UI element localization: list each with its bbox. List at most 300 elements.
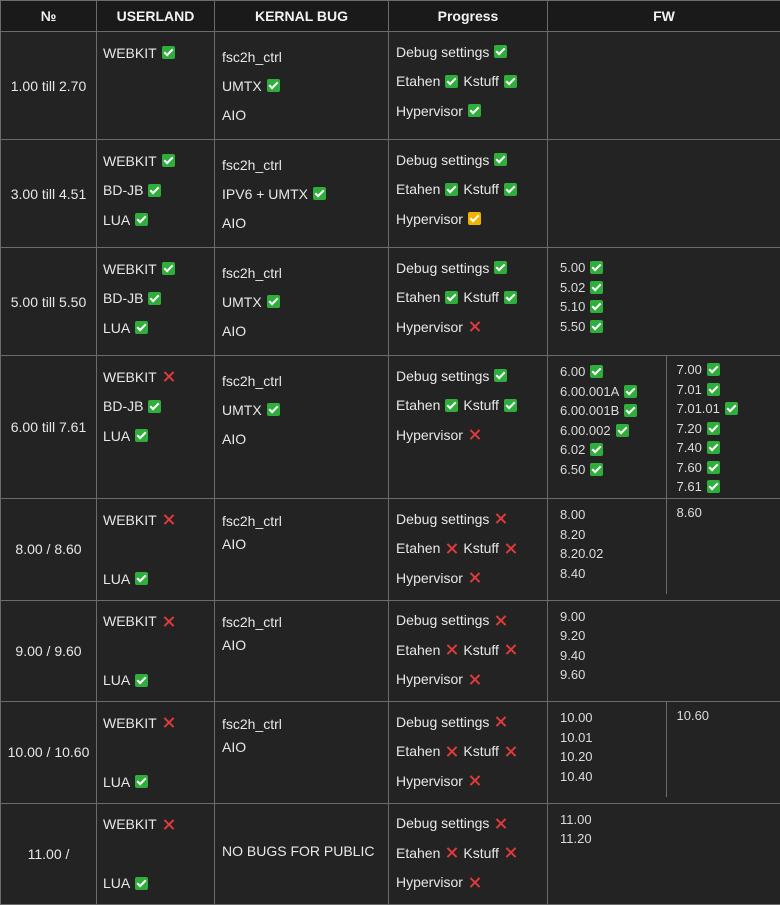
fw-version (677, 419, 771, 439)
progress-kstuff (463, 743, 517, 759)
check-icon (267, 79, 280, 92)
fw-version (677, 438, 771, 458)
userland-item (103, 839, 208, 869)
cross-icon (445, 846, 458, 859)
check-icon (135, 213, 148, 226)
fw-versions (548, 248, 780, 346)
kernel-bug-item-label: AIO (222, 637, 246, 653)
check-icon (590, 281, 603, 294)
progress-hypervisor-label: Hypervisor (396, 103, 463, 119)
cross-icon (162, 370, 175, 383)
progress-etahen-label: Etahen (396, 743, 440, 759)
cross-icon (504, 846, 517, 859)
progress-hypervisor (396, 204, 540, 234)
fw-version (560, 258, 768, 278)
kernel-bug-item (222, 100, 381, 129)
fw-range-cell: 5.00 till 5.50 (1, 248, 97, 356)
progress-hypervisor (396, 563, 540, 593)
progress-kstuff-label: Kstuff (463, 289, 499, 305)
userland-cell (97, 702, 215, 804)
check-icon (504, 399, 517, 412)
kernel-bug-item (222, 179, 381, 208)
progress-hypervisor (396, 96, 540, 126)
fw-version-label: 9.60 (560, 667, 585, 682)
check-icon (590, 300, 603, 313)
userland-item (103, 205, 208, 235)
progress-etahen-kstuff (396, 175, 540, 205)
kernel-bug-item (222, 316, 381, 345)
kernel-bug-item-label: IPV6 + UMTX (222, 186, 308, 202)
header-row (1, 1, 780, 32)
cross-icon (468, 774, 481, 787)
fw-range-cell: 1.00 till 2.70 (1, 32, 97, 140)
kernel-bug-item (222, 208, 381, 237)
kernel-bug-item-label: AIO (222, 536, 246, 552)
progress-kstuff (463, 642, 517, 658)
userland-item-label: WEBKIT (103, 613, 157, 629)
check-icon (494, 45, 507, 58)
fw-version-label: 10.40 (560, 769, 593, 784)
progress-etahen-kstuff (396, 391, 540, 421)
kernel-bug-cell (215, 702, 389, 804)
progress-kstuff (463, 181, 517, 197)
check-icon (707, 422, 720, 435)
userland-item-label: WEBKIT (103, 512, 157, 528)
check-icon (725, 402, 738, 415)
kernel-bug-item (222, 258, 381, 287)
fw-version (560, 317, 768, 337)
fw-version-label: 8.20 (560, 527, 585, 542)
check-icon (135, 321, 148, 334)
fw-versions-left (548, 702, 667, 797)
check-icon (624, 404, 637, 417)
fw-version (560, 747, 654, 767)
progress-etahen (396, 642, 458, 658)
header-kernel-bug: KERNAL BUG (215, 1, 389, 32)
table-row (1, 248, 780, 356)
userland-item (103, 362, 208, 392)
progress-kstuff-label: Kstuff (463, 642, 499, 658)
check-icon (162, 154, 175, 167)
kernel-bug-item (222, 634, 381, 657)
fw-version (560, 646, 768, 666)
progress-debug-settings (396, 145, 540, 175)
cross-icon (494, 817, 507, 830)
check-icon (445, 291, 458, 304)
progress-etahen (396, 289, 458, 305)
kernel-bug-item (222, 366, 381, 395)
fw-version (560, 297, 768, 317)
progress-debug-settings (396, 707, 540, 737)
kernel-bug-item (222, 735, 381, 758)
userland-item (103, 810, 208, 840)
kernel-bug-item (222, 395, 381, 424)
check-icon (590, 443, 603, 456)
userland-item (103, 38, 208, 68)
header-fw: FW (548, 1, 780, 32)
progress-etahen-kstuff (396, 737, 540, 767)
fw-versions-cell (548, 600, 780, 702)
fw-version-label: 5.02 (560, 280, 585, 295)
check-icon (504, 291, 517, 304)
cross-icon (504, 745, 517, 758)
table-row (1, 499, 780, 601)
fw-versions-cell (548, 499, 780, 601)
progress-hypervisor-label: Hypervisor (396, 773, 463, 789)
fw-versions (548, 140, 780, 152)
fw-version (560, 626, 768, 646)
kernel-bug-cell (215, 499, 389, 601)
progress-debug-settings-label: Debug settings (396, 152, 489, 168)
kernel-bug-item-label: AIO (222, 323, 246, 339)
userland-item (103, 708, 208, 738)
check-icon (135, 877, 148, 890)
fw-version-label: 5.10 (560, 299, 585, 314)
userland-item-label: BD-JB (103, 398, 143, 414)
fw-version (677, 706, 771, 726)
check-icon (148, 292, 161, 305)
check-icon (590, 365, 603, 378)
check-icon (494, 261, 507, 274)
progress-hypervisor-label: Hypervisor (396, 570, 463, 586)
cross-icon (494, 512, 507, 525)
fw-versions-right (667, 356, 780, 498)
userland-cell (97, 140, 215, 248)
fw-version-label: 10.20 (560, 749, 593, 764)
progress-hypervisor (396, 868, 540, 898)
kernel-bug-item-label: AIO (222, 215, 246, 231)
userland-item-label: WEBKIT (103, 816, 157, 832)
check-icon (135, 429, 148, 442)
fw-range-cell: 6.00 till 7.61 (1, 356, 97, 499)
fw-version (560, 728, 654, 748)
fw-version-label: 7.01.01 (677, 401, 720, 416)
check-icon (445, 399, 458, 412)
userland-item (103, 176, 208, 206)
fw-version-label: 8.40 (560, 566, 585, 581)
userland-item (103, 254, 208, 284)
progress-debug-settings-label: Debug settings (396, 44, 489, 60)
fw-version-label: 7.01 (677, 382, 702, 397)
userland-cell (97, 356, 215, 499)
progress-etahen-kstuff (396, 838, 540, 868)
check-icon (468, 104, 481, 117)
cross-icon (494, 715, 507, 728)
userland-cell (97, 248, 215, 356)
check-icon (135, 572, 148, 585)
fw-version-label: 10.01 (560, 730, 593, 745)
fw-version-label: 8.20.02 (560, 546, 603, 561)
check-icon (445, 75, 458, 88)
progress-cell (389, 248, 548, 356)
progress-etahen-label: Etahen (396, 540, 440, 556)
userland-item-label: LUA (103, 571, 130, 587)
header-userland: USERLAND (97, 1, 215, 32)
fw-version (677, 458, 771, 478)
progress-cell (389, 32, 548, 140)
kernel-bug-item-label: UMTX (222, 294, 262, 310)
fw-version-label: 7.40 (677, 440, 702, 455)
fw-version-label: 6.00.001B (560, 403, 619, 418)
fw-version-label: 8.60 (677, 505, 702, 520)
progress-hypervisor (396, 665, 540, 695)
progress-etahen-kstuff (396, 635, 540, 665)
userland-item-label: WEBKIT (103, 261, 157, 277)
kernel-bug-item (222, 71, 381, 100)
fw-versions-cell (548, 32, 780, 140)
fw-version (560, 829, 768, 849)
kernel-bug-item (222, 611, 381, 634)
check-icon (707, 383, 720, 396)
fw-range-cell: 8.00 / 8.60 (1, 499, 97, 601)
fw-version (560, 665, 768, 685)
progress-debug-settings-label: Debug settings (396, 260, 489, 276)
cross-icon (445, 542, 458, 555)
fw-versions-right (667, 702, 780, 797)
kernel-bug-item (222, 509, 381, 532)
progress-etahen-label: Etahen (396, 181, 440, 197)
fw-version (560, 525, 654, 545)
fw-versions-cell (548, 356, 780, 499)
progress-hypervisor-label: Hypervisor (396, 211, 463, 227)
progress-debug-settings-label: Debug settings (396, 511, 489, 527)
userland-item-label: LUA (103, 672, 130, 688)
progress-kstuff-label: Kstuff (463, 181, 499, 197)
kernel-bug-item-label: fsc2h_ctrl (222, 157, 282, 173)
check-icon (707, 363, 720, 376)
userland-item (103, 738, 208, 768)
userland-item-label: LUA (103, 428, 130, 444)
fw-version (560, 767, 654, 787)
progress-hypervisor (396, 420, 540, 450)
cross-icon (504, 542, 517, 555)
kernel-bug-item-label: UMTX (222, 402, 262, 418)
kernel-bug-item-label: fsc2h_ctrl (222, 614, 282, 630)
fw-versions (548, 32, 780, 44)
progress-hypervisor-label: Hypervisor (396, 319, 463, 335)
progress-hypervisor-label: Hypervisor (396, 427, 463, 443)
userland-item (103, 284, 208, 314)
userland-item (103, 666, 208, 696)
userland-cell (97, 600, 215, 702)
check-icon (313, 187, 326, 200)
fw-version-label: 5.00 (560, 260, 585, 275)
progress-etahen-label: Etahen (396, 289, 440, 305)
fw-version-label: 6.00.001A (560, 384, 619, 399)
fw-version (560, 544, 654, 564)
fw-versions-cell (548, 140, 780, 248)
table-row (1, 702, 780, 804)
fw-versions (548, 804, 780, 855)
fw-version-label: 10.00 (560, 710, 593, 725)
fw-version (677, 503, 771, 523)
header-fw-range: № (1, 1, 97, 32)
progress-debug-settings (396, 809, 540, 839)
progress-kstuff-label: Kstuff (463, 540, 499, 556)
kernel-bug-item (222, 532, 381, 555)
fw-versions-cell (548, 803, 780, 905)
cross-icon (504, 643, 517, 656)
progress-etahen (396, 397, 458, 413)
cross-icon (494, 614, 507, 627)
kernel-bug-item-label: AIO (222, 431, 246, 447)
kernel-bug-item-label: fsc2h_ctrl (222, 716, 282, 732)
check-icon (707, 461, 720, 474)
fw-version-label: 6.02 (560, 442, 585, 457)
progress-kstuff (463, 73, 517, 89)
warning-check-icon (468, 212, 481, 225)
check-icon (162, 262, 175, 275)
progress-debug-settings (396, 253, 540, 283)
progress-hypervisor-label: Hypervisor (396, 874, 463, 890)
userland-item (103, 564, 208, 594)
fw-version (560, 382, 654, 402)
progress-debug-settings-label: Debug settings (396, 612, 489, 628)
fw-version (560, 440, 654, 460)
fw-version-label: 6.50 (560, 462, 585, 477)
userland-item (103, 767, 208, 797)
progress-debug-settings (396, 361, 540, 391)
kernel-bug-cell (215, 803, 389, 905)
progress-etahen-kstuff (396, 67, 540, 97)
table-row (1, 140, 780, 248)
fw-range-cell: 10.00 / 10.60 (1, 702, 97, 804)
fw-versions-left (548, 356, 667, 498)
fw-version-label: 11.20 (560, 831, 592, 846)
cross-icon (468, 320, 481, 333)
progress-etahen-label: Etahen (396, 73, 440, 89)
check-icon (445, 183, 458, 196)
progress-debug-settings-label: Debug settings (396, 714, 489, 730)
fw-version-label: 9.20 (560, 628, 585, 643)
userland-item-label: LUA (103, 212, 130, 228)
userland-item-label: LUA (103, 774, 130, 790)
fw-version (560, 401, 654, 421)
check-icon (267, 403, 280, 416)
progress-kstuff (463, 397, 517, 413)
table-row (1, 356, 780, 499)
progress-kstuff (463, 289, 517, 305)
kernel-bug-cell (215, 32, 389, 140)
userland-item-label: LUA (103, 875, 130, 891)
userland-item (103, 535, 208, 565)
cross-icon (162, 513, 175, 526)
progress-debug-settings-label: Debug settings (396, 368, 489, 384)
kernel-bug-item-label: fsc2h_ctrl (222, 265, 282, 281)
kernel-bug-cell (215, 140, 389, 248)
fw-version (677, 380, 771, 400)
fw-range-cell: 9.00 / 9.60 (1, 600, 97, 702)
check-icon (624, 385, 637, 398)
userland-item (103, 505, 208, 535)
fw-version (677, 360, 771, 380)
progress-debug-settings (396, 37, 540, 67)
userland-item-label: BD-JB (103, 182, 143, 198)
userland-item (103, 607, 208, 637)
fw-versions-left (548, 499, 667, 594)
userland-cell (97, 32, 215, 140)
userland-item (103, 869, 208, 899)
fw-versions-cell (548, 702, 780, 804)
table-row (1, 600, 780, 702)
kernel-bug-item (222, 150, 381, 179)
kernel-bug-item-label: AIO (222, 739, 246, 755)
fw-version (560, 607, 768, 627)
kernel-bug-item-label: fsc2h_ctrl (222, 49, 282, 65)
userland-item-label: LUA (103, 320, 130, 336)
progress-debug-settings (396, 504, 540, 534)
progress-etahen (396, 540, 458, 556)
fw-version-label: 7.61 (677, 479, 702, 494)
userland-item (103, 636, 208, 666)
fw-range-cell: 11.00 / (1, 803, 97, 905)
kernel-note: NO BUGS FOR PUBLIC (222, 843, 374, 859)
fw-version (677, 399, 771, 419)
progress-kstuff-label: Kstuff (463, 845, 499, 861)
progress-debug-settings-label: Debug settings (396, 815, 489, 831)
fw-version-label: 6.00.002 (560, 423, 611, 438)
kernel-bug-item (222, 712, 381, 735)
fw-version-label: 5.50 (560, 319, 585, 334)
fw-version (677, 477, 771, 497)
kernel-bug-item (222, 287, 381, 316)
progress-etahen-label: Etahen (396, 397, 440, 413)
kernel-bug-cell (215, 600, 389, 702)
check-icon (135, 775, 148, 788)
cross-icon (468, 876, 481, 889)
progress-cell (389, 356, 548, 499)
progress-cell (389, 499, 548, 601)
progress-etahen (396, 845, 458, 861)
check-icon (148, 184, 161, 197)
progress-etahen-label: Etahen (396, 845, 440, 861)
progress-etahen (396, 181, 458, 197)
check-icon (707, 480, 720, 493)
check-icon (494, 369, 507, 382)
fw-version-label: 9.40 (560, 648, 585, 663)
kernel-bug-item-label: UMTX (222, 78, 262, 94)
fw-version (560, 810, 768, 830)
kernel-bug-cell (215, 356, 389, 499)
fw-version (560, 460, 654, 480)
progress-etahen (396, 73, 458, 89)
check-icon (135, 674, 148, 687)
progress-hypervisor (396, 312, 540, 342)
userland-item (103, 421, 208, 451)
fw-version (560, 708, 654, 728)
progress-cell (389, 702, 548, 804)
fw-version-label: 11.00 (560, 812, 592, 827)
cross-icon (445, 745, 458, 758)
fw-version-label: 10.60 (677, 708, 710, 723)
userland-cell (97, 803, 215, 905)
userland-item (103, 313, 208, 343)
check-icon (494, 153, 507, 166)
progress-kstuff (463, 845, 517, 861)
check-icon (267, 295, 280, 308)
progress-etahen-kstuff (396, 534, 540, 564)
fw-versions-cell (548, 248, 780, 356)
userland-item (103, 392, 208, 422)
fw-version (560, 421, 654, 441)
check-icon (590, 261, 603, 274)
userland-item-label: BD-JB (103, 290, 143, 306)
cross-icon (468, 571, 481, 584)
fw-version (560, 362, 654, 382)
progress-etahen (396, 743, 458, 759)
check-icon (504, 75, 517, 88)
fw-range-cell: 3.00 till 4.51 (1, 140, 97, 248)
